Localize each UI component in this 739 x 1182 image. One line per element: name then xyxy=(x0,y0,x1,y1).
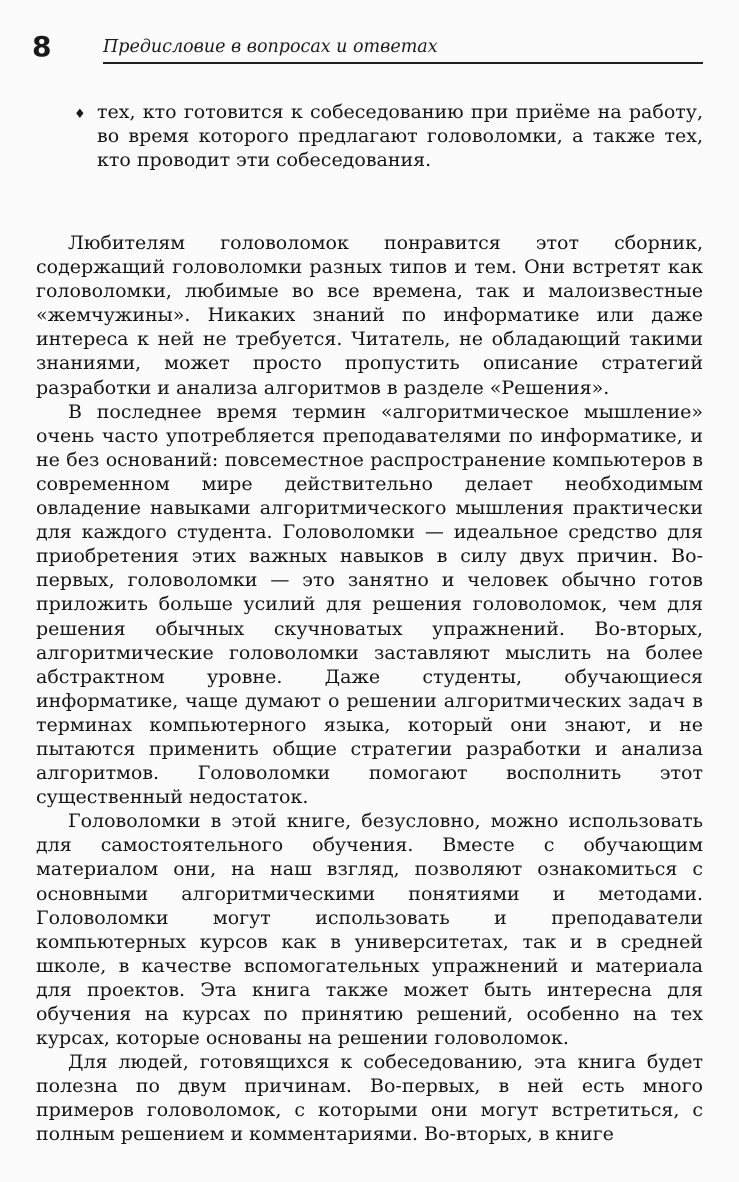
paragraph-algorithmic-thinking: В последнее время термин «алгоритмическое мышление» очень часто употребляется преподавателями по информатике, и не без оснований: повсеместное распространение компьютеров в современном мире действительно делает необходимым овладение навыками алгоритмического мышления практически для каждого студента. Головоломки — идеальное средство для приобретения этих важных навыков в силу двух причин. Во-первых, головоломки — это занятно и человек обычно готов приложить больше усилий для решения головоломок, чем для решения обычных скучноватых упражнений. Во-вторых, алгоритмические головоломки заставляют мыслить на более абстрактном уровне. Даже студенты, обучающиеся информатике, чаще думают о решении алгоритмических задач в терминах компьютерного языка, который они знают, и не пытаются применить общие стратегии разработки и анализа алгоритмов. Головоломки помогают восполнить этот существенный недостаток. xyxy=(36,400,703,809)
page-number: 8 xyxy=(32,30,52,63)
bullet-text: тех, кто готовится к собеседованию при приёме на работу, во время которого предлагают головоломки, а также тех, кто проводит эти собеседования. xyxy=(97,101,703,171)
body-text xyxy=(36,231,703,1147)
paragraph-self-study: Головоломки в этой книге, безусловно, можно использовать для самостоятельного обучения. Вместе с обучающим материалом они, на наш взгляд, позволяют ознакомиться с основными алгоритмическими понятиями и методами. Головоломки могут использовать и преподаватели компьютерных курсов как в университетах, так и в средней школе, в качестве вспомогательных упражнений и материала для проектов. Эта книга также может быть интересна для обучения на курсах по принятию решений, особенно на тех курсах, которые основаны на решении головоломок. xyxy=(36,810,703,1050)
bullet-item xyxy=(74,100,703,172)
diamond-bullet-icon: ♦ xyxy=(74,107,86,122)
paragraph-puzzle-lovers: Любителям головоломок понравится этот сборник, содержащий головоломки разных типов и тем. Они встретят как головоломки, любимые во все времена, так и малоизвестные «жемчужины». Никаких знаний по информатике или даже интереса к ней не требуется. Читатель, не обладающий такими знаниями, может просто пропустить описание стратегий разработки и анализа алгоритмов в разделе «Решения». xyxy=(36,232,703,399)
paragraph-interview-prep: Для людей, готовящихся к собеседованию, эта книга будет полезна по двум причинам. Во-первых, в ней есть много примеров головоломок, с которыми они могут встретиться, с полным решением и комментариями. Во-вторых, в книге xyxy=(36,1051,703,1146)
running-header: Предисловие в вопросах и ответах xyxy=(103,34,703,64)
